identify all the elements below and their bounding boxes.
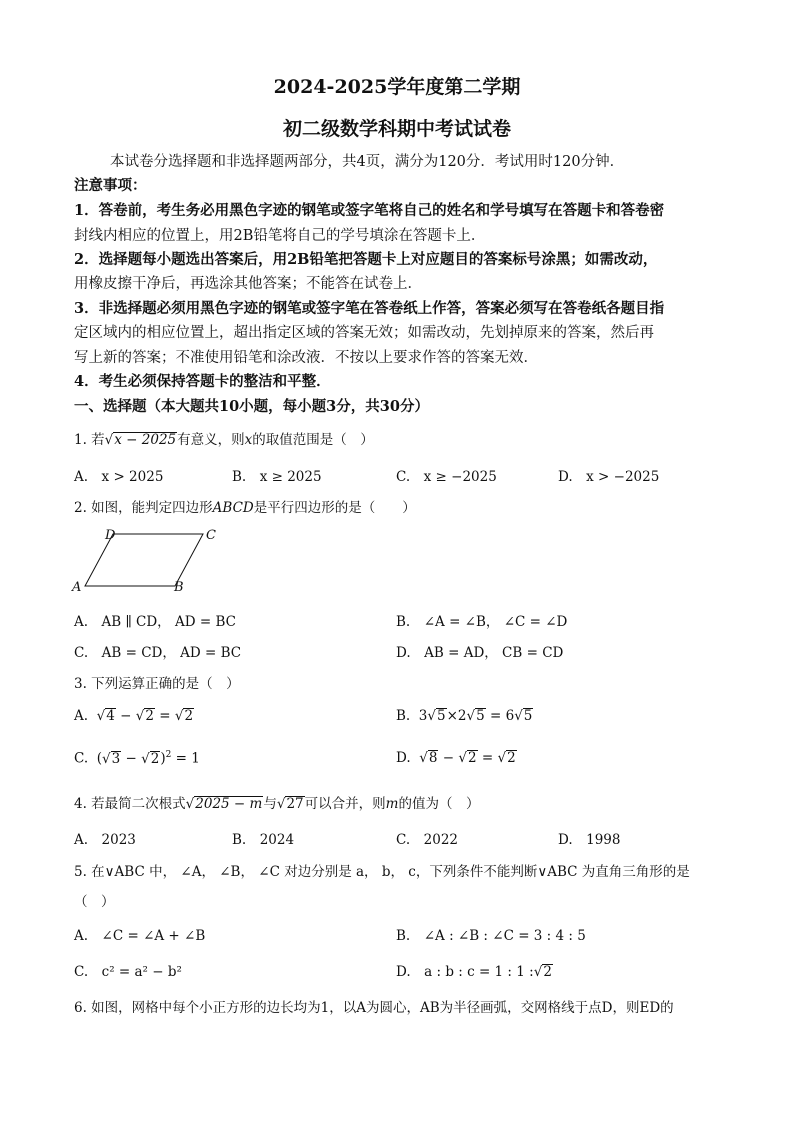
- q5-option-c[interactable]: C. c² = a² − b²: [74, 964, 182, 980]
- notice-line-1: 1．答卷前，考生务必用黑色字迹的钢笔或签字笔将自己的姓名和学号填写在答题卡和答卷密: [74, 202, 665, 219]
- notice-line-3: 2．选择题每小题选出答案后，用2B铅笔把答题卡上对应题目的答案标号涂黑；如需改动，: [74, 251, 658, 268]
- notice-line-6: 定区域内的相应位置上，超出指定区域的答案无效；如需改动，先划掉原来的答案，然后再: [74, 325, 654, 341]
- q4-option-c[interactable]: C. 2022: [396, 832, 458, 848]
- q1-post: 的取值范围是（ ）: [252, 432, 374, 448]
- label-c: C: [206, 528, 216, 543]
- q2-option-d[interactable]: D. AB = AD， CB = CD: [396, 645, 564, 661]
- intro-text: 本试卷分选择题和非选择题两部分，共4页，满分为120分．考试用时120分钟．: [110, 154, 625, 170]
- q4-radicand-2: 27: [286, 796, 304, 812]
- section-heading-choice: 一、选择题（本大题共10小题，每小题3分，共30分）: [74, 398, 429, 415]
- q4-option-a[interactable]: A. 2023: [74, 832, 136, 848]
- q5-option-a[interactable]: A. ∠C = ∠A + ∠B: [74, 928, 206, 944]
- q1-option-d[interactable]: D. x > −2025: [558, 469, 660, 485]
- q5-option-d-text: D. a : b : c = 1 : 1 :: [396, 964, 534, 980]
- q3-option-d[interactable]: D. √8 − √2 = √2: [396, 750, 516, 766]
- q1-prefix: 1. 若: [74, 432, 105, 448]
- exam-title-subject: 初二级数学科期中考试试卷: [282, 118, 511, 140]
- q1-mid: 有意义，则: [177, 432, 245, 448]
- q5-option-d[interactable]: D. a : b : c = 1 : 1 :√2: [396, 964, 552, 980]
- q4-option-d[interactable]: D. 1998: [558, 832, 621, 848]
- q4-mid-1: 与: [263, 796, 277, 812]
- question-1-stem: [74, 428, 374, 448]
- q1-var: x: [244, 432, 253, 448]
- q3-option-a[interactable]: A. √4 − √2 = √2: [74, 708, 194, 724]
- q5-option-d-radicand: 2: [543, 964, 552, 980]
- q2-option-c[interactable]: C. AB = CD， AD = BC: [74, 645, 242, 661]
- parallelogram-shape: [85, 534, 203, 586]
- q3-option-b-letter: B.: [396, 708, 411, 724]
- q1-option-b[interactable]: B. x ≥ 2025: [232, 469, 322, 485]
- notice-line-7: 写上新的答案；不准使用铅笔和涂改液．不按以上要求作答的答案无效．: [74, 350, 538, 366]
- q2-name: ABCD: [212, 500, 254, 516]
- question-4-stem: 4. 若最简二次根式√2025 − m与√27可以合并，则m的值为（ ）: [74, 796, 480, 812]
- q5-option-b[interactable]: B. ∠A : ∠B : ∠C = 3 : 4 : 5: [396, 928, 586, 944]
- notice-line-5: 3．非选择题必须用黑色字迹的钢笔或签字笔在答卷纸上作答，答案必须写在答卷纸各题目指: [74, 300, 665, 317]
- question-3-stem: 3. 下列运算正确的是（ ）: [74, 676, 240, 692]
- q3-option-a-letter: A.: [74, 708, 89, 724]
- q1-radicand: x − 2025: [114, 432, 177, 448]
- q2-option-b[interactable]: B. ∠A = ∠B， ∠C = ∠D: [396, 614, 568, 630]
- q4-mid-2: 可以合并，则: [304, 796, 386, 812]
- question-5-stem-line-1: 5. 在∨ABC 中， ∠A， ∠B， ∠C 对边分别是 a， b， c，下列条件不能判断∨ABC 为直角三角形的是: [74, 864, 690, 880]
- exam-title-term: 2024-2025学年度第二学期: [273, 76, 521, 98]
- parallelogram-figure: [66, 524, 226, 596]
- question-6-stem: 6. 如图，网格中每个小正方形的边长均为1，以A为圆心，AB为半径画弧，交网格线于点D，则ED的: [74, 1000, 674, 1016]
- q4-post: 的值为（ ）: [398, 796, 480, 812]
- q2-stem: 2. 如图，能判定四边形: [74, 500, 213, 516]
- q3-option-b[interactable]: B. 3√5×2√5 = 6√5: [396, 708, 533, 724]
- notice-heading: 注意事项：: [74, 177, 147, 194]
- label-a: A: [72, 580, 82, 595]
- question-5-stem-line-2: （ ）: [74, 894, 115, 910]
- q3-option-c[interactable]: C. $(√3 - √2)^2 = 1$: [74, 750, 200, 767]
- radical-sign: √: [104, 432, 114, 448]
- q4-radicand-1: 2025 − m: [195, 796, 263, 812]
- notice-line-2: 封线内相应的位置上，用2B铅笔将自己的学号填涂在答题卡上．: [74, 228, 486, 244]
- q3-option-c-letter: C.: [74, 750, 89, 767]
- label-b: B: [174, 580, 184, 595]
- notice-line-8: 4．考生必须保持答题卡的整洁和平整．: [74, 373, 331, 390]
- question-2-stem: [74, 496, 416, 516]
- notice-line-4: 用橡皮擦干净后，再选涂其他答案；不能答在试卷上．: [74, 276, 422, 292]
- q2-option-a[interactable]: A. AB ∥ CD， AD = BC: [74, 614, 236, 630]
- q1-option-c[interactable]: C. x ≥ −2025: [396, 469, 497, 485]
- q3-option-d-letter: D.: [396, 750, 411, 766]
- q2-stem-post: 是平行四边形的是（ ）: [253, 500, 416, 516]
- q4-option-b[interactable]: B. 2024: [232, 832, 295, 848]
- q4-var: m: [385, 796, 399, 812]
- q4-prefix: 4. 若最简二次根式: [74, 796, 186, 812]
- label-d: D: [105, 528, 116, 543]
- q1-option-a[interactable]: A. x > 2025: [74, 469, 164, 485]
